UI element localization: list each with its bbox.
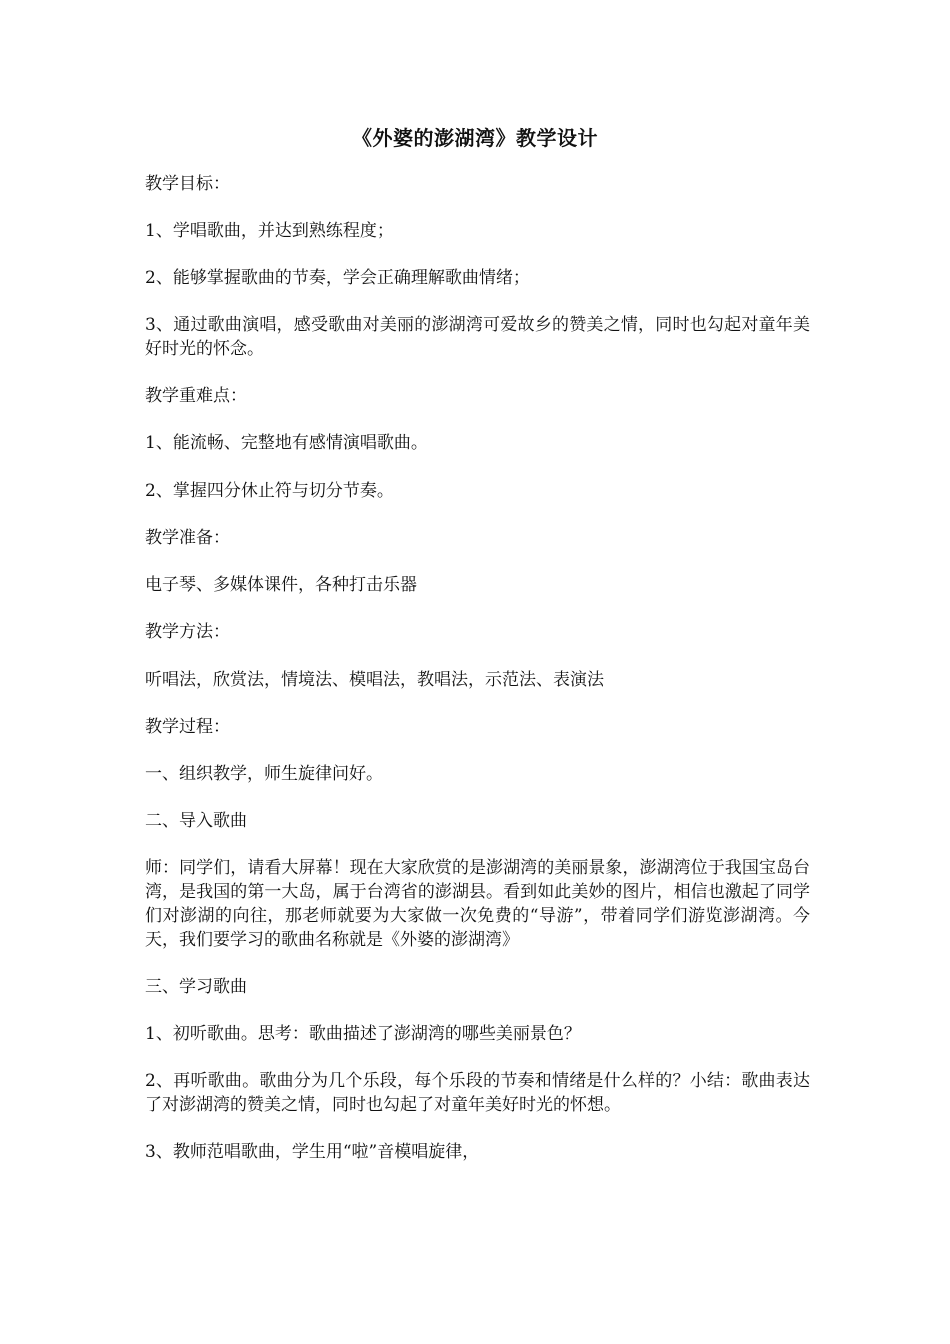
process-step-1: 一、组织教学，师生旋律问好。 bbox=[145, 764, 383, 784]
preparation-text: 电子琴、多媒体课件，各种打击乐器 bbox=[145, 575, 417, 595]
heading-process: 教学过程： bbox=[145, 717, 230, 737]
process-step-2: 二、导入歌曲 bbox=[145, 811, 247, 831]
heading-preparation: 教学准备： bbox=[145, 528, 230, 548]
goal-item-3: 3、通过歌曲演唱，感受歌曲对美丽的澎湖湾可爱故乡的赞美之情，同时也勾起对童年美好时光的怀念。 bbox=[145, 315, 810, 359]
methods-text: 听唱法，欣赏法，情境法、模唱法，教唱法，示范法、表演法 bbox=[145, 670, 604, 690]
key-point-item-1: 1、能流畅、完整地有感情演唱歌曲。 bbox=[145, 433, 428, 453]
process-step-3: 三、学习歌曲 bbox=[145, 977, 247, 997]
process-step-3-item-1: 1、初听歌曲。思考：歌曲描述了澎湖湾的哪些美丽景色？ bbox=[145, 1024, 581, 1044]
key-point-item-2: 2、掌握四分休止符与切分节奏。 bbox=[145, 481, 394, 501]
heading-methods: 教学方法： bbox=[145, 622, 230, 642]
process-step-3-item-3: 3、教师范唱歌曲，学生用“啦”音模唱旋律， bbox=[145, 1142, 480, 1162]
process-step-2-text: 师：同学们，请看大屏幕！现在大家欣赏的是澎湖湾的美丽景象，澎湖湾位于我国宝岛台湾，是我国的第一大岛，属于台湾省的澎湖县。看到如此美妙的图片，相信也激起了同学们对澎湖的向往，那老师就要为大家做一次免费的“导游”，带着同学们游览澎湖湾。今天，我们要学习的歌曲名称就是《外婆的澎湖湾》 bbox=[145, 858, 810, 950]
goal-item-2: 2、能够掌握歌曲的节奏，学会正确理解歌曲情绪； bbox=[145, 268, 530, 288]
heading-teaching-goals: 教学目标： bbox=[145, 174, 230, 194]
heading-key-points: 教学重难点： bbox=[145, 386, 247, 406]
document-title: 《外婆的澎湖湾》教学设计 bbox=[352, 126, 598, 150]
process-step-3-item-2: 2、再听歌曲。歌曲分为几个乐段，每个乐段的节奏和情绪是什么样的？小结：歌曲表达了对澎湖湾的赞美之情，同时也勾起了对童年美好时光的怀想。 bbox=[145, 1071, 810, 1115]
goal-item-1: 1、学唱歌曲，并达到熟练程度； bbox=[145, 221, 394, 241]
